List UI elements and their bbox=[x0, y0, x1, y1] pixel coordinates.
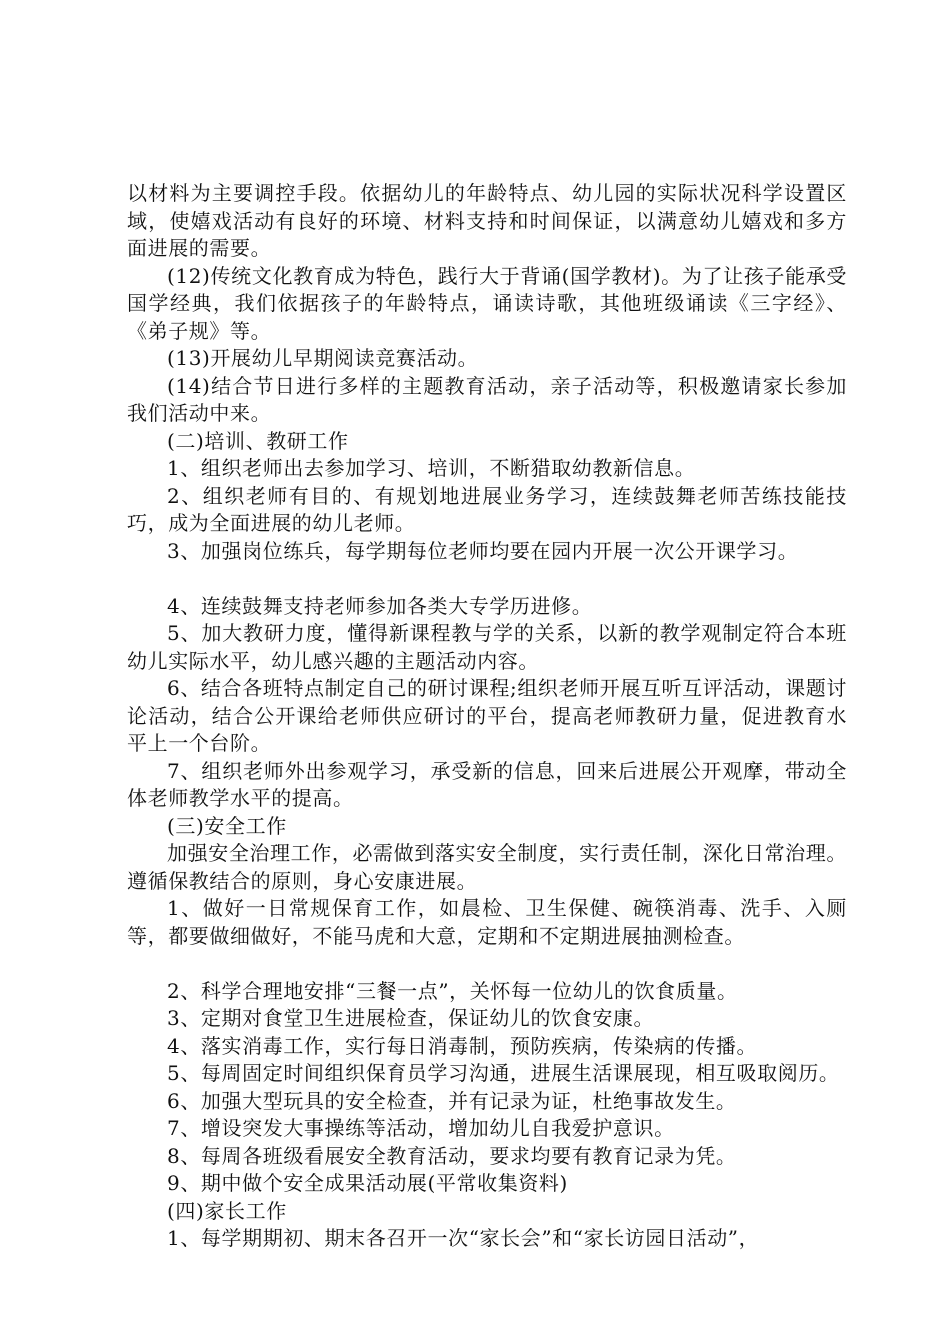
paragraph: 5、加大教研力度，懂得新课程教与学的关系，以新的教学观制定符合本班幼儿实际水平，幼儿感兴趣的主题活动内容。 bbox=[127, 621, 847, 673]
paragraph: (三)安全工作 bbox=[167, 813, 287, 838]
paragraph: 7、增设突发大事操练等活动，增加幼儿自我爱护意识。 bbox=[167, 1116, 675, 1140]
paragraph: 2、科学合理地安排“三餐一点”，关怀每一位幼儿的饮食质量。 bbox=[167, 978, 738, 1003]
paragraph: 9、期中做个安全成果活动展(平常收集资料) bbox=[167, 1171, 568, 1195]
paragraph: 3、定期对食堂卫生进展检查，保证幼儿的饮食安康。 bbox=[167, 1006, 655, 1030]
paragraph: (13)开展幼儿早期阅读竞赛活动。 bbox=[167, 346, 479, 370]
paragraph-gap bbox=[127, 565, 847, 593]
document-body bbox=[127, 180, 847, 1253]
paragraph: 6、结合各班特点制定自己的研讨课程;组织老师开展互听互评活动，课题讨论活动，结合公开课给老师供应研讨的平台，提高老师教研力量，促进教育水平上一个台阶。 bbox=[127, 676, 847, 755]
paragraph: 3、加强岗位练兵，每学期每位老师均要在园内开展一次公开课学习。 bbox=[167, 538, 799, 563]
paragraph: 2、组织老师有目的、有规划地进展业务学习，连续鼓舞老师苦练技能技巧，成为全面进展的幼儿老师。 bbox=[127, 483, 847, 535]
paragraph-gap bbox=[127, 950, 847, 978]
paragraph: (14)结合节日进行多样的主题教育活动，亲子活动等，积极邀请家长参加我们活动中来。 bbox=[127, 373, 847, 425]
paragraph: 5、每周固定时间组织保育员学习沟通，进展生活课展现，相互吸取阅历。 bbox=[167, 1061, 840, 1085]
paragraph: 1、每学期期初、期末各召开一次“家长会”和“家长访园日活动”， bbox=[167, 1226, 760, 1250]
paragraph: 4、落实消毒工作，实行每日消毒制，预防疾病，传染病的传播。 bbox=[167, 1033, 758, 1058]
paragraph: 7、组织老师外出参观学习，承受新的信息，回来后进展公开观摩，带动全体老师教学水平的提高。 bbox=[127, 758, 847, 810]
paragraph: 4、连续鼓舞支持老师参加各类大专学历进修。 bbox=[167, 593, 593, 618]
paragraph: 以材料为主要调控手段。依据幼儿的年龄特点、幼儿园的实际状况科学设置区域，使嬉戏活动有良好的环境、材料支持和时间保证，以满意幼儿嬉戏和多方面进展的需要。 bbox=[127, 181, 847, 260]
paragraph: 6、加强大型玩具的安全检查，并有记录为证，杜绝事故发生。 bbox=[167, 1088, 737, 1113]
paragraph: (12)传统文化教育成为特色，践行大于背诵(国学教材)。为了让孩子能承受国学经典，我们依据孩子的年龄特点，诵读诗歌，其他班级诵读《三字经》、《弟子规》等。 bbox=[127, 263, 847, 343]
paragraph: 1、做好一日常规保育工作，如晨检、卫生保健、碗筷消毒、洗手、入厕等，都要做细做好，不能马虎和大意，定期和不定期进展抽测检查。 bbox=[127, 896, 847, 948]
paragraph: 1、组织老师出去参加学习、培训，不断猎取幼教新信息。 bbox=[167, 456, 696, 480]
paragraph: 8、每周各班级看展安全教育活动，要求均要有教育记录为凭。 bbox=[167, 1143, 737, 1168]
paragraph: 加强安全治理工作，必需做到落实安全制度，实行责任制，深化日常治理。遵循保教结合的原则，身心安康进展。 bbox=[127, 841, 847, 893]
paragraph: (四)家长工作 bbox=[167, 1198, 287, 1223]
paragraph: (二)培训、教研工作 bbox=[167, 428, 349, 453]
